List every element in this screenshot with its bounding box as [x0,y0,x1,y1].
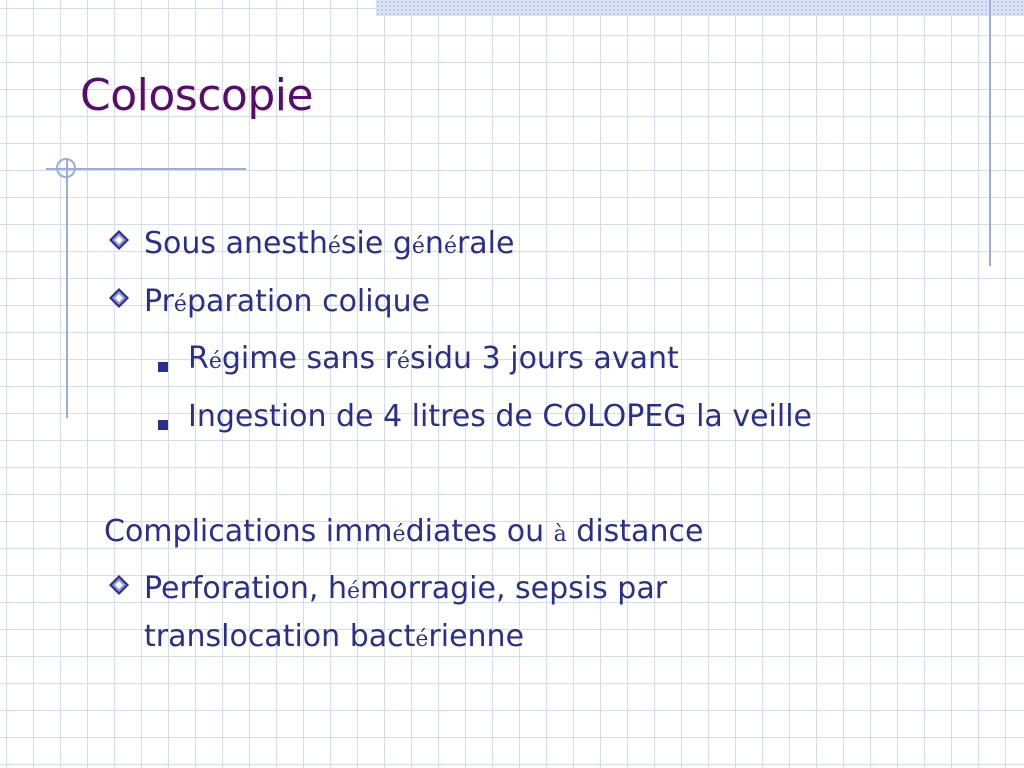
subbullet-item-colopeg: Ingestion de 4 litres de COLOPEG la veille [188,399,812,434]
bullet-item-complications: Perforation, hémorragie, sepsis par [144,571,668,606]
subbullet-item-diet: Régime sans résidu 3 jours avant [188,341,679,376]
decorative-title-underline [46,168,246,170]
diamond-bullet-icon [108,229,130,251]
bullet-item-complications-continued: translocation bactérienne [144,619,525,654]
decorative-left-rule [66,160,68,418]
slide-title: Coloscopie [80,70,314,121]
diamond-bullet-icon [108,287,130,309]
square-bullet-icon [158,362,168,372]
diamond-bullet-icon [108,574,130,596]
decorative-corner-circle [56,158,76,178]
bullet-item-anesthesia: Sous anesthésie générale [144,226,515,261]
complications-heading: Complications immédiates ou à distance [104,514,704,549]
decorative-right-rule [989,0,991,266]
decorative-top-band [376,0,1024,16]
bullet-item-preparation: Préparation colique [144,284,431,319]
square-bullet-icon [158,420,168,430]
